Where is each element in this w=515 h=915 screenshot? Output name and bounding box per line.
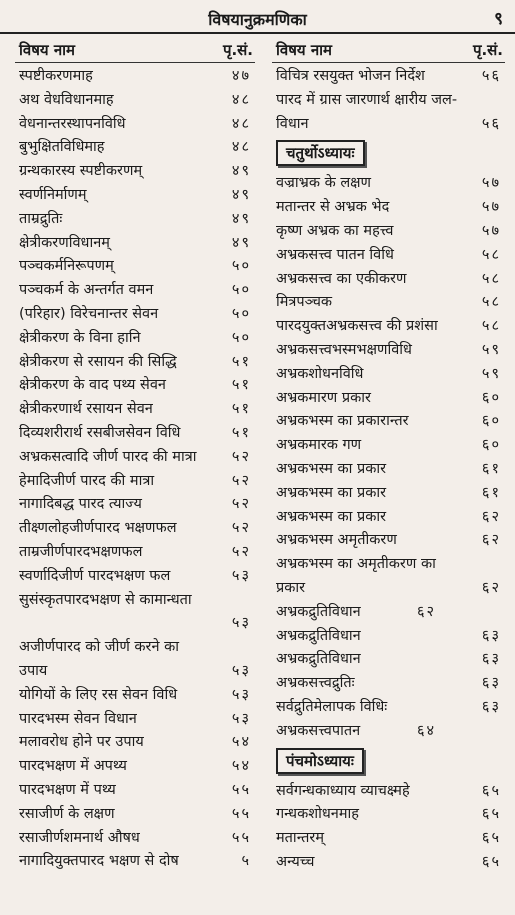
entry-topic: रसाजीर्णशमनार्थ औषध [19, 829, 140, 846]
entry-page-number: ६५ [481, 830, 501, 847]
entry-page-number: ५१ [231, 424, 251, 441]
entry-topic: अभ्रकसत्त्वभस्मभक्षणविधि [276, 341, 412, 358]
index-entry [15, 493, 255, 517]
entry-page-number: ५३ [231, 710, 251, 727]
index-entry [15, 779, 255, 803]
index-entry [15, 327, 255, 351]
entry-page-number: ५७ [481, 199, 501, 216]
entry-topic: पारदभक्षण में अपथ्य [19, 758, 127, 775]
entry-page-number: ६३ [481, 627, 501, 644]
entry-topic: क्षेत्रीकरणार्थ रसायन सेवन [19, 401, 153, 418]
entry-topic: सर्वद्रुतिमेलापक विधिः [276, 698, 388, 715]
entry-topic: (परिहार) विरेचनान्तर सेवन [19, 305, 159, 322]
entry-page-number: ४९ [231, 163, 251, 180]
left-column [15, 38, 255, 874]
right-index-list-chapter4 [272, 172, 505, 743]
entry-topic: अभ्रकभस्म का प्रकार [276, 508, 387, 525]
right-column-heading [272, 38, 505, 63]
entry-topic: पारदभक्षण में पथ्य [19, 781, 116, 798]
entry-topic: तीक्ष्णलोहजीर्णपारद भक्षणफल [19, 520, 177, 537]
index-entry [15, 89, 255, 113]
index-entry [15, 279, 255, 303]
index-entry [272, 291, 505, 315]
entry-topic: अभ्रकभस्म का प्रकार [276, 460, 387, 477]
page-heading: पृ.सं. [222, 41, 253, 59]
entry-topic: सर्वगन्धकाध्याय व्याचक्ष्महे [276, 782, 410, 799]
entry-page-number: ४९ [231, 210, 251, 227]
entry-page-number: ५८ [481, 270, 501, 287]
entry-topic: वज्राभ्रक के लक्षण [276, 175, 372, 192]
index-entry [272, 482, 505, 506]
entry-topic: अभ्रकद्रुतिविधान [276, 627, 361, 644]
index-entry [272, 172, 505, 196]
entry-topic: अभ्रकभस्म अमृतीकरण [276, 532, 397, 549]
index-entry [15, 684, 255, 708]
chapter-title: पंचमोऽध्यायः [276, 748, 364, 774]
entry-page-number: ५६ [481, 68, 501, 84]
index-entry [15, 517, 255, 541]
entry-page-number: ६३ [481, 651, 501, 668]
entry-topic: पञ्चकर्म के अन्तर्गत वमन [19, 282, 154, 299]
entry-page-number: ५५ [231, 829, 251, 846]
entry-topic: हेमादिजीर्ण पारद की मात्रा [19, 472, 155, 489]
index-entry [15, 470, 255, 494]
entry-page-number: ५७ [481, 175, 501, 192]
index-entry [272, 803, 505, 827]
chapter-5-heading [272, 748, 505, 778]
entry-topic: स्वर्णनिर्माणम् [19, 186, 87, 203]
entry-page-number: ५१ [231, 401, 251, 418]
index-entry [15, 850, 255, 874]
entry-page-number: ५७ [481, 222, 501, 239]
entry-page-number: ५२ [231, 448, 251, 465]
entry-topic: नागादिबद्ध पारद त्याज्य [19, 496, 142, 513]
index-entry [272, 506, 505, 530]
entry-page-number: ६२ [481, 532, 501, 549]
entry-topic: वेधनान्तरस्थापनविधि [19, 115, 126, 132]
entry-topic: क्षेत्रीकरण से रसायन की सिद्धि [19, 353, 177, 370]
entry-topic: ग्रन्थकारस्य स्पष्टीकरणम् [19, 163, 143, 180]
index-entry [15, 565, 255, 589]
entry-topic: कृष्ण अभ्रक का महत्त्व [276, 222, 394, 239]
right-index-list-top [272, 65, 505, 136]
left-index-list [15, 65, 255, 874]
entry-page-number: ५० [231, 282, 251, 299]
index-entry [15, 446, 255, 470]
index-entry [15, 636, 255, 684]
entry-page-number: ५८ [481, 246, 501, 263]
index-entry [15, 136, 255, 160]
entry-topic: अभ्रकभस्म का प्रकार [276, 484, 387, 501]
entry-topic: स्पष्टीकरणमाह [19, 68, 93, 84]
entry-topic: मलावरोध होने पर उपाय [19, 734, 144, 751]
entry-page-number: ५२ [231, 520, 251, 537]
page-header [0, 6, 515, 34]
entry-topic: अभ्रकसत्त्व का एकीकरण [276, 270, 407, 287]
entry-topic: गन्धकशोधनमाह [276, 806, 359, 823]
index-entry [15, 232, 255, 256]
entry-page-number: ६१ [481, 460, 501, 477]
entry-page-number: ५९ [481, 365, 501, 382]
entry-page-number: ५० [231, 329, 251, 346]
entry-page-number: ५० [231, 305, 251, 322]
topic-heading: विषय नाम [276, 41, 332, 59]
index-entry [272, 220, 505, 244]
entry-page-number: ५२ [231, 472, 251, 489]
entry-topic: पारदयुक्तअभ्रकसत्त्व की प्रशंसा [276, 318, 438, 335]
entry-topic: मतान्तर से अभ्रक भेद [276, 199, 390, 216]
index-entry [272, 434, 505, 458]
entry-page-number: ४८ [231, 91, 251, 108]
entry-topic: अथ वेधविधानमाह [19, 91, 114, 108]
entry-page-number: ४८ [231, 115, 251, 132]
topic-heading: विषय नाम [19, 41, 75, 59]
right-index-list-chapter5 [272, 780, 505, 875]
entry-page-number: ५६ [481, 115, 501, 132]
page-heading: पृ.सं. [472, 41, 503, 59]
index-entry [272, 363, 505, 387]
index-entry [15, 113, 255, 137]
index-entry [272, 244, 505, 268]
entry-page-number: ५४ [231, 758, 251, 775]
index-entry [272, 601, 505, 625]
entry-page-number: ५२ [231, 496, 251, 513]
index-entry [272, 625, 505, 649]
entry-page-number: ५८ [481, 294, 501, 311]
index-entry [272, 196, 505, 220]
entry-page-number: ६५ [481, 806, 501, 823]
entry-topic: पारद में ग्रास जारणार्थ क्षारीय जल-विधान [276, 91, 458, 132]
index-entry [15, 208, 255, 232]
entry-topic: अभ्रकभस्म का अमृतीकरण का प्रकार [276, 556, 436, 596]
entry-topic: अन्यच्च [276, 853, 315, 870]
index-entry [272, 780, 505, 804]
entry-topic: अभ्रकसत्त्वपातन [276, 722, 361, 739]
entry-topic: पञ्चकर्मनिरूपणम् [19, 258, 114, 275]
entry-page-number: ५ [241, 853, 251, 870]
index-entry [272, 268, 505, 292]
index-entry [15, 184, 255, 208]
entry-page-number: ४७ [231, 68, 251, 84]
entry-page-number: ५३ [231, 615, 251, 632]
entry-topic: दिव्यशरीरार्थ रसबीजसेवन विधि [19, 424, 181, 441]
index-entry [15, 708, 255, 732]
index-entry [15, 374, 255, 398]
index-entry [272, 89, 505, 137]
index-entry [15, 803, 255, 827]
entry-page-number: ६० [481, 389, 501, 406]
index-entry [15, 255, 255, 279]
entry-page-number: ५० [231, 258, 251, 275]
entry-page-number: ६३ [481, 675, 501, 692]
index-entry [272, 720, 505, 744]
index-entry [15, 541, 255, 565]
entry-topic: विचित्र रसयुक्त भोजन निर्देश [276, 68, 425, 84]
entry-page-number: ६० [481, 413, 501, 430]
left-column-heading [15, 38, 255, 63]
index-entry [272, 529, 505, 553]
index-entry [272, 65, 505, 89]
entry-page-number: ६२ [417, 603, 437, 620]
index-entry [272, 553, 505, 601]
entry-page-number: ४८ [231, 139, 251, 156]
entry-topic: अभ्रकद्रुतिविधान [276, 603, 361, 620]
index-entry [272, 387, 505, 411]
entry-topic: नागादियुक्तपारद भक्षण से दोष [19, 853, 179, 870]
index-entry [272, 648, 505, 672]
entry-topic: अजीर्णपारद को जीर्ण करने का उपाय [19, 639, 180, 679]
chapter-title: चतुर्थोऽध्यायः [276, 140, 365, 166]
entry-page-number: ४९ [231, 186, 251, 203]
entry-page-number: ५३ [231, 686, 251, 703]
entry-page-number: ५३ [231, 567, 251, 584]
entry-topic: क्षेत्रीकरण के विना हानि [19, 329, 141, 346]
entry-topic: स्वर्णादिजीर्ण पारदभक्षण फल [19, 567, 171, 584]
entry-topic: अभ्रकसत्वादि जीर्ण पारद की मात्रा [19, 448, 197, 465]
entry-page-number: ५५ [231, 781, 251, 798]
index-entry [272, 339, 505, 363]
entry-topic: योगियों के लिए रस सेवन विधि [19, 686, 178, 703]
entry-page-number: ६५ [481, 853, 501, 870]
entry-topic: रसाजीर्ण के लक्षण [19, 805, 115, 822]
entry-topic: बुभुक्षितविधिमाह [19, 139, 105, 156]
entry-topic: अभ्रकद्रुतिविधान [276, 651, 361, 668]
entry-page-number: ५१ [231, 353, 251, 370]
entry-topic: अभ्रकसत्त्व पातन विधि [276, 246, 394, 263]
entry-topic: अभ्रकमारण प्रकार [276, 389, 371, 406]
index-entry [272, 315, 505, 339]
entry-topic: सुसंस्कृतपारदभक्षण से कामान्धता [19, 591, 192, 608]
page-number: ९ [494, 9, 503, 29]
entry-page-number: ५२ [231, 543, 251, 560]
entry-page-number: ५९ [481, 341, 501, 358]
chapter-4-heading [272, 140, 505, 170]
entry-page-number: ६२ [481, 508, 501, 525]
entry-page-number: ६० [481, 437, 501, 454]
index-entry [272, 696, 505, 720]
entry-topic: क्षेत्रीकरण के वाद पथ्य सेवन [19, 377, 166, 394]
entry-topic: क्षेत्रीकरणविधानम् [19, 234, 110, 251]
index-entry [272, 851, 505, 875]
index-entry [15, 398, 255, 422]
index-entry [15, 731, 255, 755]
entry-page-number: ४९ [231, 234, 251, 251]
index-entry [272, 672, 505, 696]
index-entry [272, 410, 505, 434]
entry-topic: ताम्रजीर्णपारदभक्षणफल [19, 543, 143, 560]
index-entry [272, 827, 505, 851]
page-title: विषयानुक्रमणिका [208, 10, 307, 29]
entry-page-number: ५४ [231, 734, 251, 751]
entry-topic: अभ्रकशोधनविधि [276, 365, 364, 382]
entry-page-number: ५५ [231, 805, 251, 822]
index-entry [15, 422, 255, 446]
entry-page-number: ६४ [417, 722, 437, 739]
entry-topic: अभ्रकभस्म का प्रकारान्तर [276, 413, 409, 430]
index-entry [15, 589, 255, 637]
index-entry [15, 755, 255, 779]
entry-page-number: ६१ [481, 484, 501, 501]
entry-topic: अभ्रकमारक गण [276, 437, 362, 454]
entry-topic: अभ्रकसत्त्वद्रुतिः [276, 675, 355, 692]
entry-topic: मतान्तरम् [276, 830, 325, 847]
entry-page-number: ५८ [481, 318, 501, 335]
index-entry [272, 458, 505, 482]
right-column [272, 38, 505, 875]
entry-topic: मित्रपञ्चक [276, 294, 333, 311]
index-entry [15, 303, 255, 327]
index-entry [15, 827, 255, 851]
entry-page-number: ६३ [481, 698, 501, 715]
index-entry [15, 65, 255, 89]
entry-page-number: ५३ [231, 662, 251, 679]
entry-topic: पारदभस्म सेवन विधान [19, 710, 137, 727]
entry-topic: ताम्रद्रुतिः [19, 210, 63, 227]
entry-page-number: ६५ [481, 782, 501, 799]
entry-page-number: ६२ [481, 579, 501, 596]
index-entry [15, 351, 255, 375]
entry-page-number: ५१ [231, 377, 251, 394]
index-entry [15, 160, 255, 184]
